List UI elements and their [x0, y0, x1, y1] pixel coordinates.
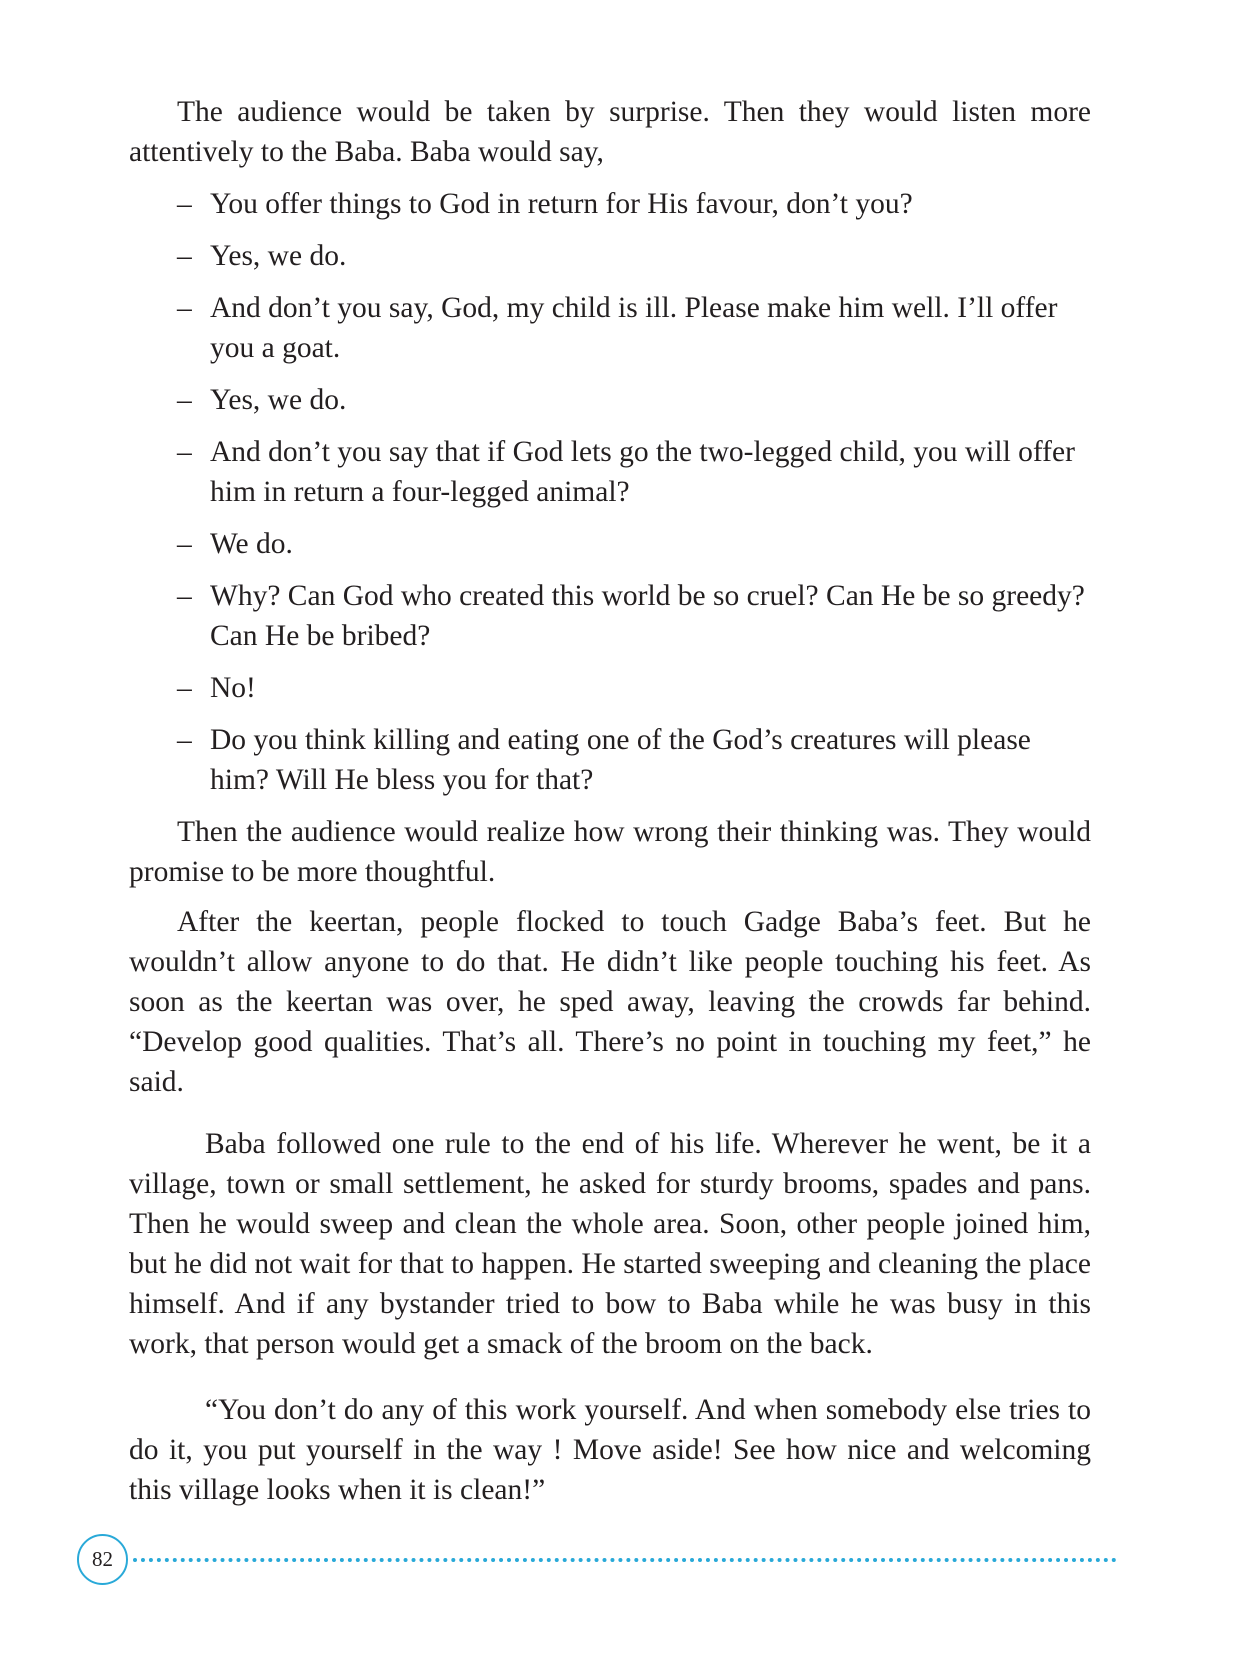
dialogue-list — [129, 184, 1091, 800]
dialogue-line — [177, 720, 1091, 800]
dialogue-text: Why? Can God who created this world be so cruel? Can He be so greedy? Can He be bribed? — [210, 580, 1085, 652]
dash-mark: – — [177, 436, 192, 468]
dialogue-text: We do. — [210, 528, 293, 560]
footer-dotted-rule — [133, 1558, 1117, 1562]
dash-mark: – — [177, 292, 192, 324]
dialogue-line — [177, 524, 1091, 564]
paragraph-intro: The audience would be taken by surprise. Then they would listen more attentively to the Baba. Baba would say, — [129, 96, 1091, 168]
dash-mark: – — [177, 384, 192, 416]
dialogue-text: And don’t you say, God, my child is ill. Please make him well. I’ll offer you a goat. — [210, 292, 1058, 364]
dialogue-text: You offer things to God in return for His favour, don’t you? — [210, 188, 913, 220]
dialogue-line — [177, 236, 1091, 276]
dash-mark: – — [177, 580, 192, 612]
dialogue-line — [177, 288, 1091, 368]
page-number: 82 — [77, 1534, 128, 1585]
paragraph-rule: Baba followed one rule to the end of his life. Wherever he went, be it a village, town or small settlement, he asked for sturdy brooms, spades and pans. Then he would sweep and clean the whole area. Soon, other people joined him, but he did not wait for that to happen. He started sweeping and cleaning the place himself. And if any bystander tried to bow to Baba while he was busy in this work, that person would get a smack of the broom on the back. — [129, 1128, 1091, 1360]
page-body — [129, 92, 1091, 1510]
paragraph-realize: Then the audience would realize how wrong their thinking was. They would promise to be more thoughtful. — [129, 816, 1091, 888]
dialogue-line — [177, 668, 1091, 708]
dialogue-text: Yes, we do. — [210, 384, 347, 416]
dialogue-text: No! — [210, 672, 256, 704]
dash-mark: – — [177, 724, 192, 756]
dialogue-line — [177, 184, 1091, 224]
page-footer — [77, 1534, 1117, 1586]
paragraph-keertan: After the keertan, people flocked to touch Gadge Baba’s feet. But he wouldn’t allow anyone to do that. He didn’t like people touching his feet. As soon as the keertan was over, he sped away, leaving the crowds far behind. “Develop good qualities. That’s all. There’s no point in touching my feet,” he said. — [129, 906, 1091, 1098]
dialogue-text: Yes, we do. — [210, 240, 347, 272]
dash-mark: – — [177, 528, 192, 560]
dialogue-line — [177, 576, 1091, 656]
dialogue-line — [177, 432, 1091, 512]
paragraph-quote: “You don’t do any of this work yourself. And when somebody else tries to do it, you put yourself in the way ! Move aside! See how nice and welcoming this village looks when it is clean!” — [129, 1394, 1091, 1506]
dialogue-text: And don’t you say that if God lets go the two-legged child, you will offer him in return a four-legged animal? — [210, 436, 1075, 508]
dialogue-line — [177, 380, 1091, 420]
dash-mark: – — [177, 240, 192, 272]
dash-mark: – — [177, 188, 192, 220]
dash-mark: – — [177, 672, 192, 704]
dialogue-text: Do you think killing and eating one of the God’s creatures will please him? Will He bless you for that? — [210, 724, 1031, 796]
